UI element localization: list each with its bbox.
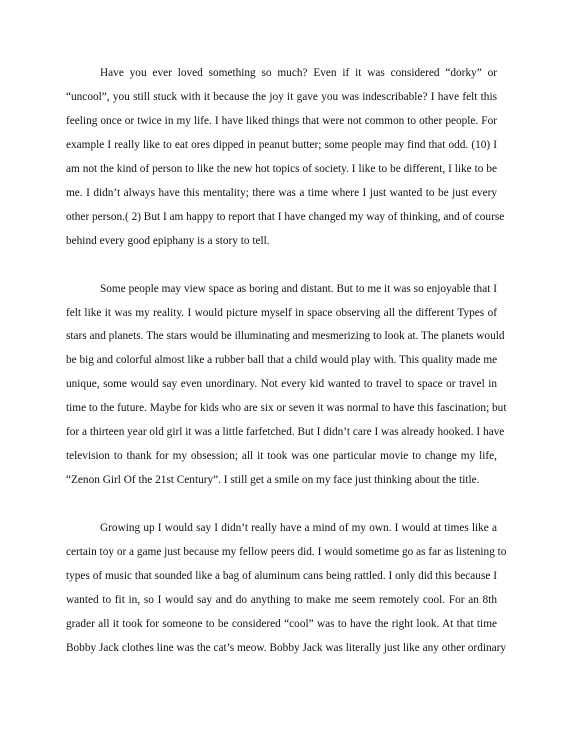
text-line: example I really like to eat ores dipped in peanut butter; some people may find that odd. (10) I: [66, 138, 497, 151]
text-line: stars and planets. The stars would be illuminating and mesmerizing to look at. The planets would: [66, 330, 505, 343]
text-line: “Zenon Girl Of the 21st Century”. I still get a smile on my face just thinking about the title.: [66, 474, 480, 487]
text-line: grader all it took for someone to be considered “cool” was to have the right look. At that time: [66, 617, 497, 630]
text-line: types of music that sounded like a bag of aluminum cans being rattled. I only did this because I: [66, 569, 497, 582]
text-line: wanted to fit in, so I would say and do anything to make me seem remotely cool. For an 8th: [66, 593, 497, 606]
text-line: “uncool”, you still stuck with it because the joy it gave you was indescribable? I have felt this: [66, 90, 497, 103]
text-line: feeling once or twice in my life. I have liked things that were not common to other people. For: [66, 114, 497, 127]
text-line: behind every good epiphany is a story to tell.: [66, 234, 270, 247]
text-line: Have you ever loved something so much? Even if it was considered “dorky” or: [100, 67, 497, 79]
text-line: am not the kind of person to like the new hot topics of society. I like to be different, I like to be: [66, 162, 497, 175]
paragraph-1: [66, 62, 505, 254]
text-line: Growing up I would say I didn’t really have a mind of my own. I would at times like a: [100, 522, 497, 535]
text-line: other person.( 2) But I am happy to report that I have changed my way of thinking, and of course: [66, 210, 505, 223]
paragraph-2: [66, 278, 507, 494]
text-line: Some people may view space as boring and distant. But to me it was so enjoyable that I: [100, 282, 497, 295]
text-line: for a thirteen year old girl it was a little farfetched. But I didn’t care I was already hooked. I have: [66, 426, 505, 439]
paragraph-3: [66, 517, 507, 661]
text-line: certain toy or a game just because my fellow peers did. I would sometime go as far as listening to: [66, 546, 507, 559]
text-line: unique, some would say even unordinary. Not every kid wanted to travel to space or travel in: [66, 378, 497, 391]
text-line: me. I didn’t always have this mentality; there was a time where I just wanted to be just every: [66, 186, 497, 199]
text-line: Bobby Jack clothes line was the cat’s meow. Bobby Jack was literally just like any other ordinary: [66, 641, 507, 654]
text-line: felt like it was my reality. I would picture myself in space observing all the different Types of: [66, 306, 497, 319]
text-line: television to thank for my obsession; all it took was one particular movie to change my life,: [66, 450, 497, 463]
text-line: be big and colorful almost like a rubber ball that a child would play with. This quality made me: [66, 354, 498, 367]
essay-body: [66, 62, 507, 685]
text-line: time to the future. Maybe for kids who are six or seven it was normal to have this fascination; but: [66, 402, 507, 415]
